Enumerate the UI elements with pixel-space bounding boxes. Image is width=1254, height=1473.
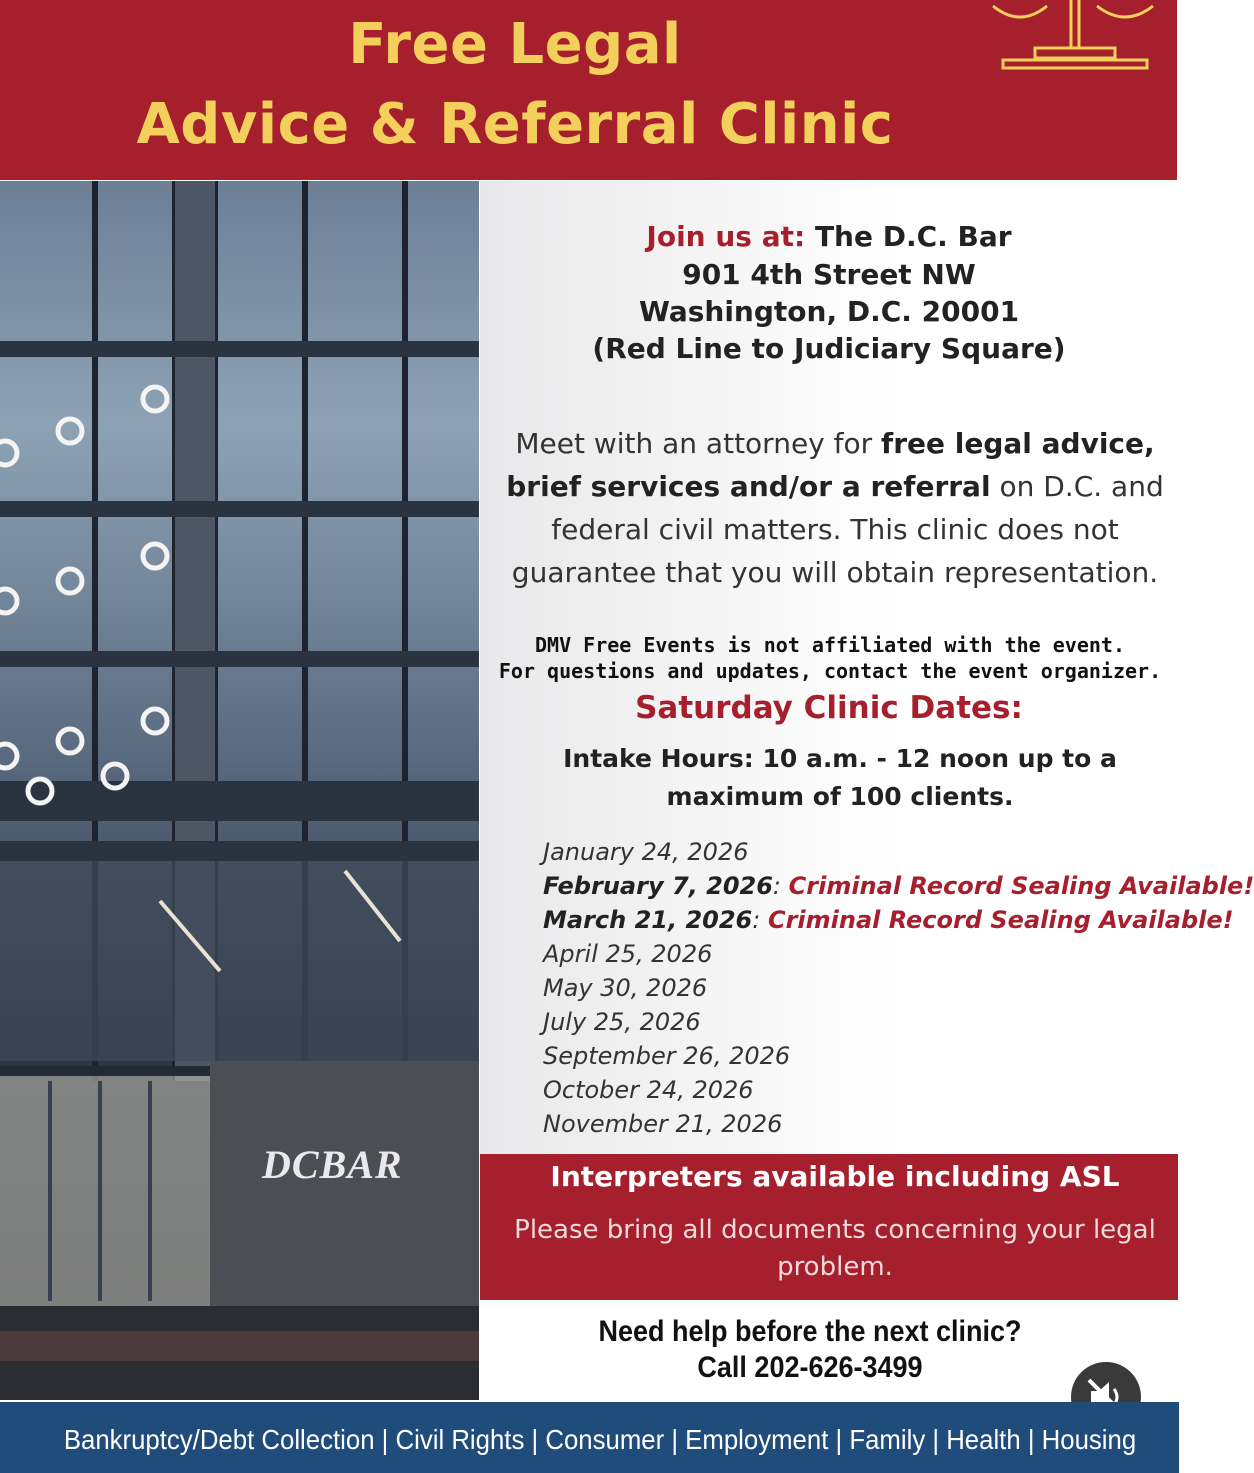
clinic-date-row [543,1107,1178,1141]
practice-areas: Bankruptcy/Debt Collection | Civil Rights | Consumer | Employment | Family | Health | Housing [63,1424,1137,1455]
clinic-date: November 21, 2026 [543,1110,783,1138]
intake-line1: Intake Hours: 10 a.m. - 12 noon up to a [563,744,1117,773]
description-paragraph [500,422,1170,594]
dcbar-sign: DCBAR [262,1142,403,1187]
scales-of-justice-icon [985,0,1165,80]
clinic-date-row [543,1039,1178,1073]
clinic-date-row [543,903,1234,937]
clinic-date-row [543,1073,1178,1107]
interpreters-title: Interpreters available including ASL [550,1160,1120,1193]
clinic-date-list [543,835,1254,1141]
clinic-dates-heading: Saturday Clinic Dates: [635,690,1023,726]
help-phone[interactable]: Call 202-626-3499 [697,1351,923,1384]
clinic-date-row [543,1005,1178,1039]
clinic-date: May 30, 2026 [543,974,708,1002]
clinic-date: February 7, 2026 [543,872,773,900]
clinic-date: March 21, 2026 [543,906,753,934]
city-address: Washington, D.C. 20001 [638,295,1020,328]
clinic-date: April 25, 2026 [543,940,713,968]
date-separator: : [772,872,789,900]
description-bold: free legal advice, brief services and/or a referral [506,427,1155,503]
clinic-date-row [543,971,1178,1005]
building-photo [0,181,479,1400]
sealing-available-note: Criminal Record Sealing Available! [767,906,1234,934]
transit-directions: (Red Line to Judiciary Square) [592,332,1066,365]
disclaimer-line1: DMV Free Events is not affiliated with the event. [534,633,1125,657]
documents-note: Please bring all documents concerning your legal problem. [514,1215,1156,1282]
page-title-line1: Free Legal [348,12,682,77]
description-text-2: on D.C. and federal civil matters. This clinic does not guarantee that you will obtain representation. [511,470,1164,589]
date-separator: : [752,906,768,934]
sealing-available-note: Criminal Record Sealing Available! [788,872,1254,900]
page-title-line2: Advice & Referral Clinic [136,92,894,157]
help-question: Need help before the next clinic? [598,1315,1022,1348]
clinic-date-row [543,937,1178,971]
intake-line2: maximum of 100 clients. [666,782,1014,811]
clinic-date: October 24, 2026 [543,1076,754,1104]
clinic-date-row [543,835,1178,869]
disclaimer [490,632,1170,684]
description-text-1: Meet with an attorney for [515,427,882,460]
join-label: Join us at: [646,220,806,253]
help-contact [513,1314,1107,1386]
disclaimer-line2: For questions and updates, contact the event organizer. [498,659,1162,683]
clinic-date-row [543,869,1254,903]
clinic-date: January 24, 2026 [543,838,749,866]
clinic-date: September 26, 2026 [543,1042,791,1070]
venue-name: The D.C. Bar [814,220,1012,253]
clinic-date: July 25, 2026 [543,1008,701,1036]
intake-hours [560,740,1120,816]
join-line [480,220,1178,253]
street-address: 901 4th Street NW [682,258,976,291]
